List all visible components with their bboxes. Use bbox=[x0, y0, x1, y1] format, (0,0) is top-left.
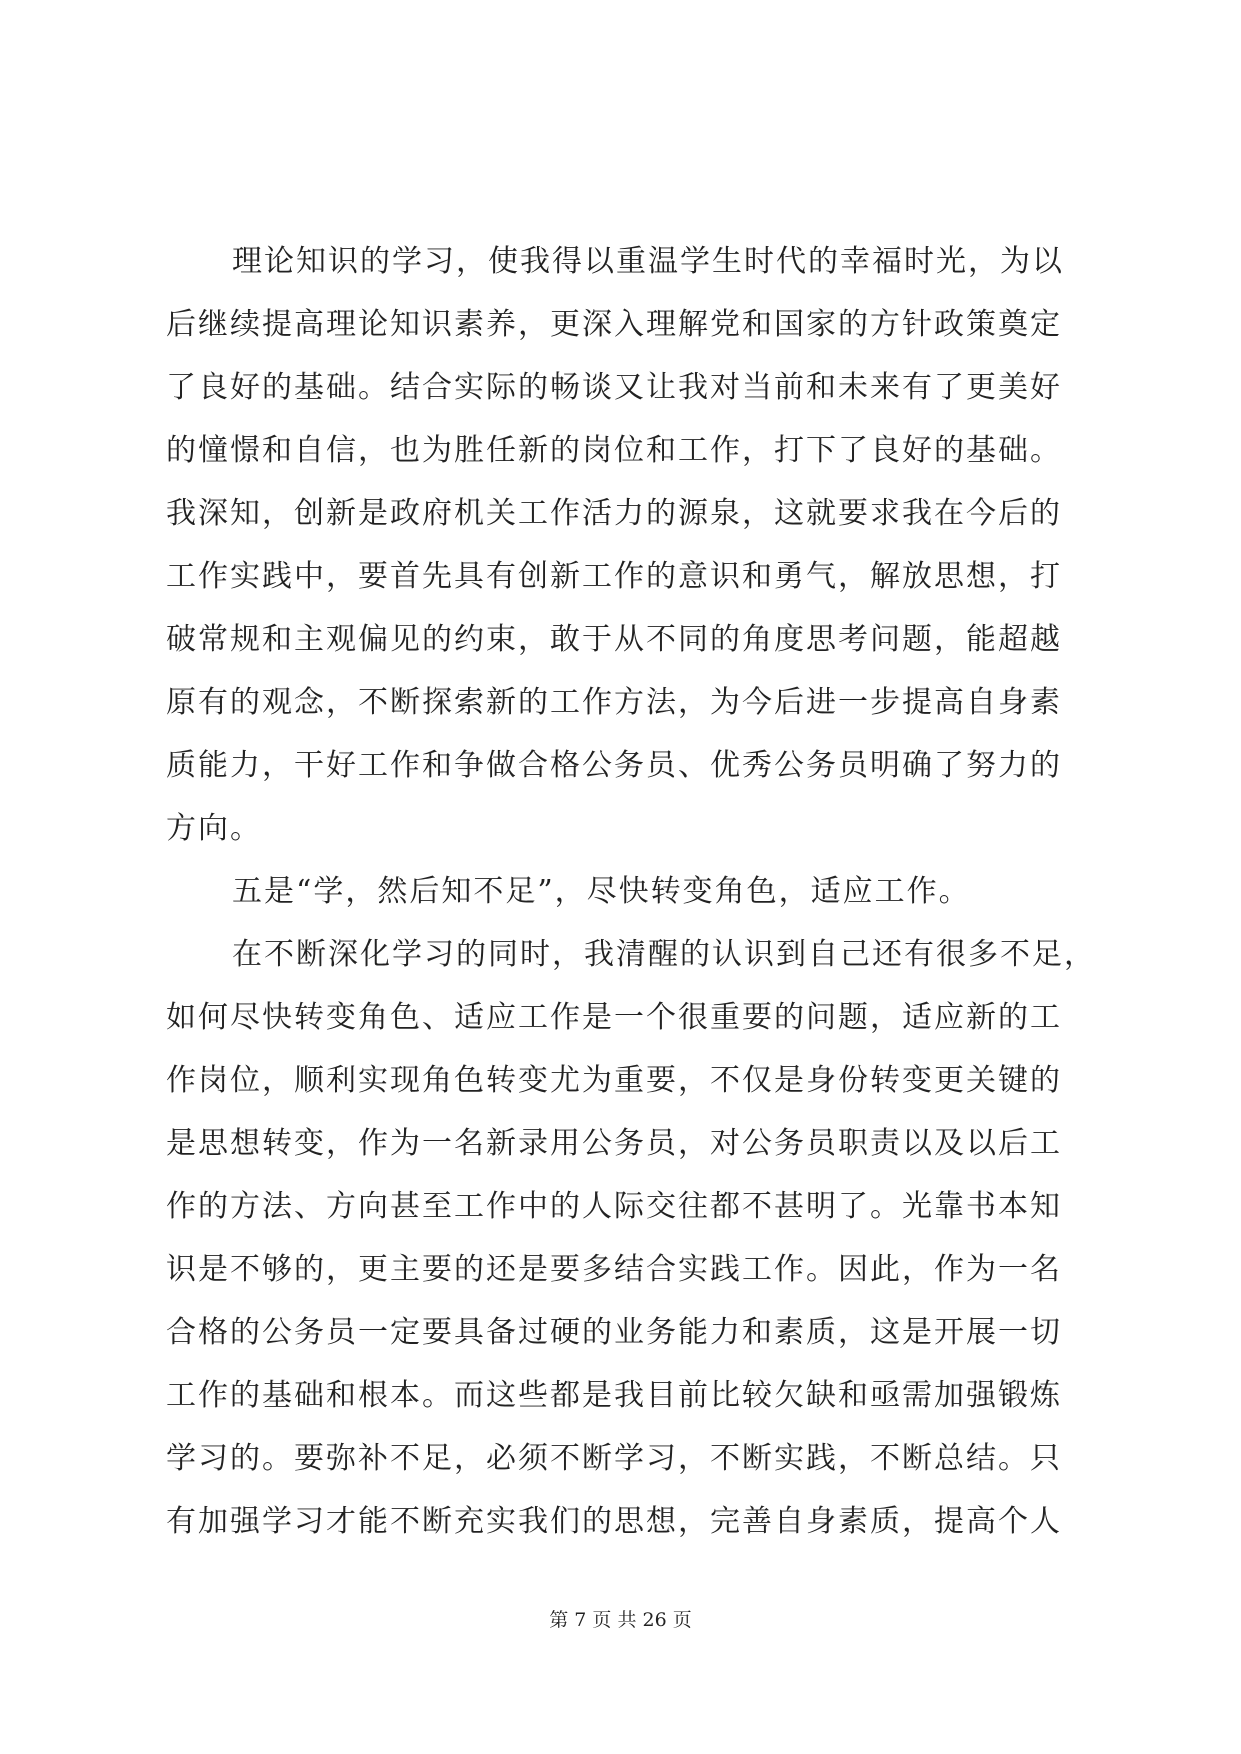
text-line: 如何尽快转变角色、适应工作是一个很重要的问题，适应新的工 bbox=[166, 1000, 1062, 1035]
text-line: 破常规和主观偏见的约束，敢于从不同的角度思考问题，能超越 bbox=[166, 622, 1062, 657]
text-line: 质能力，干好工作和争做合格公务员、优秀公务员明确了努力的 bbox=[166, 748, 1062, 783]
text-line: 是思想转变，作为一名新录用公务员，对公务员职责以及以后工 bbox=[166, 1126, 1062, 1161]
section-heading: 五是“学，然后知不足”，尽快转变角色，适应工作。 bbox=[232, 874, 971, 909]
text-line: 原有的观念，不断探索新的工作方法，为今后进一步提高自身素 bbox=[166, 685, 1062, 720]
text-line: 合格的公务员一定要具备过硬的业务能力和素质，这是开展一切 bbox=[166, 1315, 1062, 1350]
body-text bbox=[166, 230, 1096, 1553]
text-line: 有加强学习才能不断充实我们的思想，完善自身素质，提高个人 bbox=[166, 1504, 1062, 1539]
text-line: 的憧憬和自信，也为胜任新的岗位和工作，打下了良好的基础。 bbox=[166, 433, 1062, 468]
text-line: 后继续提高理论知识素养，更深入理解党和国家的方针政策奠定 bbox=[166, 307, 1062, 342]
text-line: 作岗位，顺利实现角色转变尤为重要，不仅是身份转变更关键的 bbox=[166, 1063, 1062, 1098]
text-line: 方向。 bbox=[166, 811, 262, 846]
page-number-footer: 第 7 页 共 26 页 bbox=[549, 1609, 692, 1631]
text-line: 学习的。要弥补不足，必须不断学习，不断实践，不断总结。只 bbox=[166, 1441, 1062, 1476]
text-line: 了良好的基础。结合实际的畅谈又让我对当前和未来有了更美好 bbox=[166, 370, 1062, 405]
text-line: 识是不够的，更主要的还是要多结合实践工作。因此，作为一名 bbox=[166, 1252, 1062, 1287]
text-line: 在不断深化学习的同时，我清醒的认识到自己还有很多不足， bbox=[232, 937, 1096, 972]
text-line: 理论知识的学习，使我得以重温学生时代的幸福时光，为以 bbox=[232, 244, 1064, 279]
text-line: 作的方法、方向甚至工作中的人际交往都不甚明了。光靠书本知 bbox=[166, 1189, 1062, 1224]
text-line: 我深知，创新是政府机关工作活力的源泉，这就要求我在今后的 bbox=[166, 496, 1062, 531]
text-line: 工作实践中，要首先具有创新工作的意识和勇气，解放思想，打 bbox=[166, 559, 1062, 594]
text-line: 工作的基础和根本。而这些都是我目前比较欠缺和亟需加强锻炼 bbox=[166, 1378, 1062, 1413]
